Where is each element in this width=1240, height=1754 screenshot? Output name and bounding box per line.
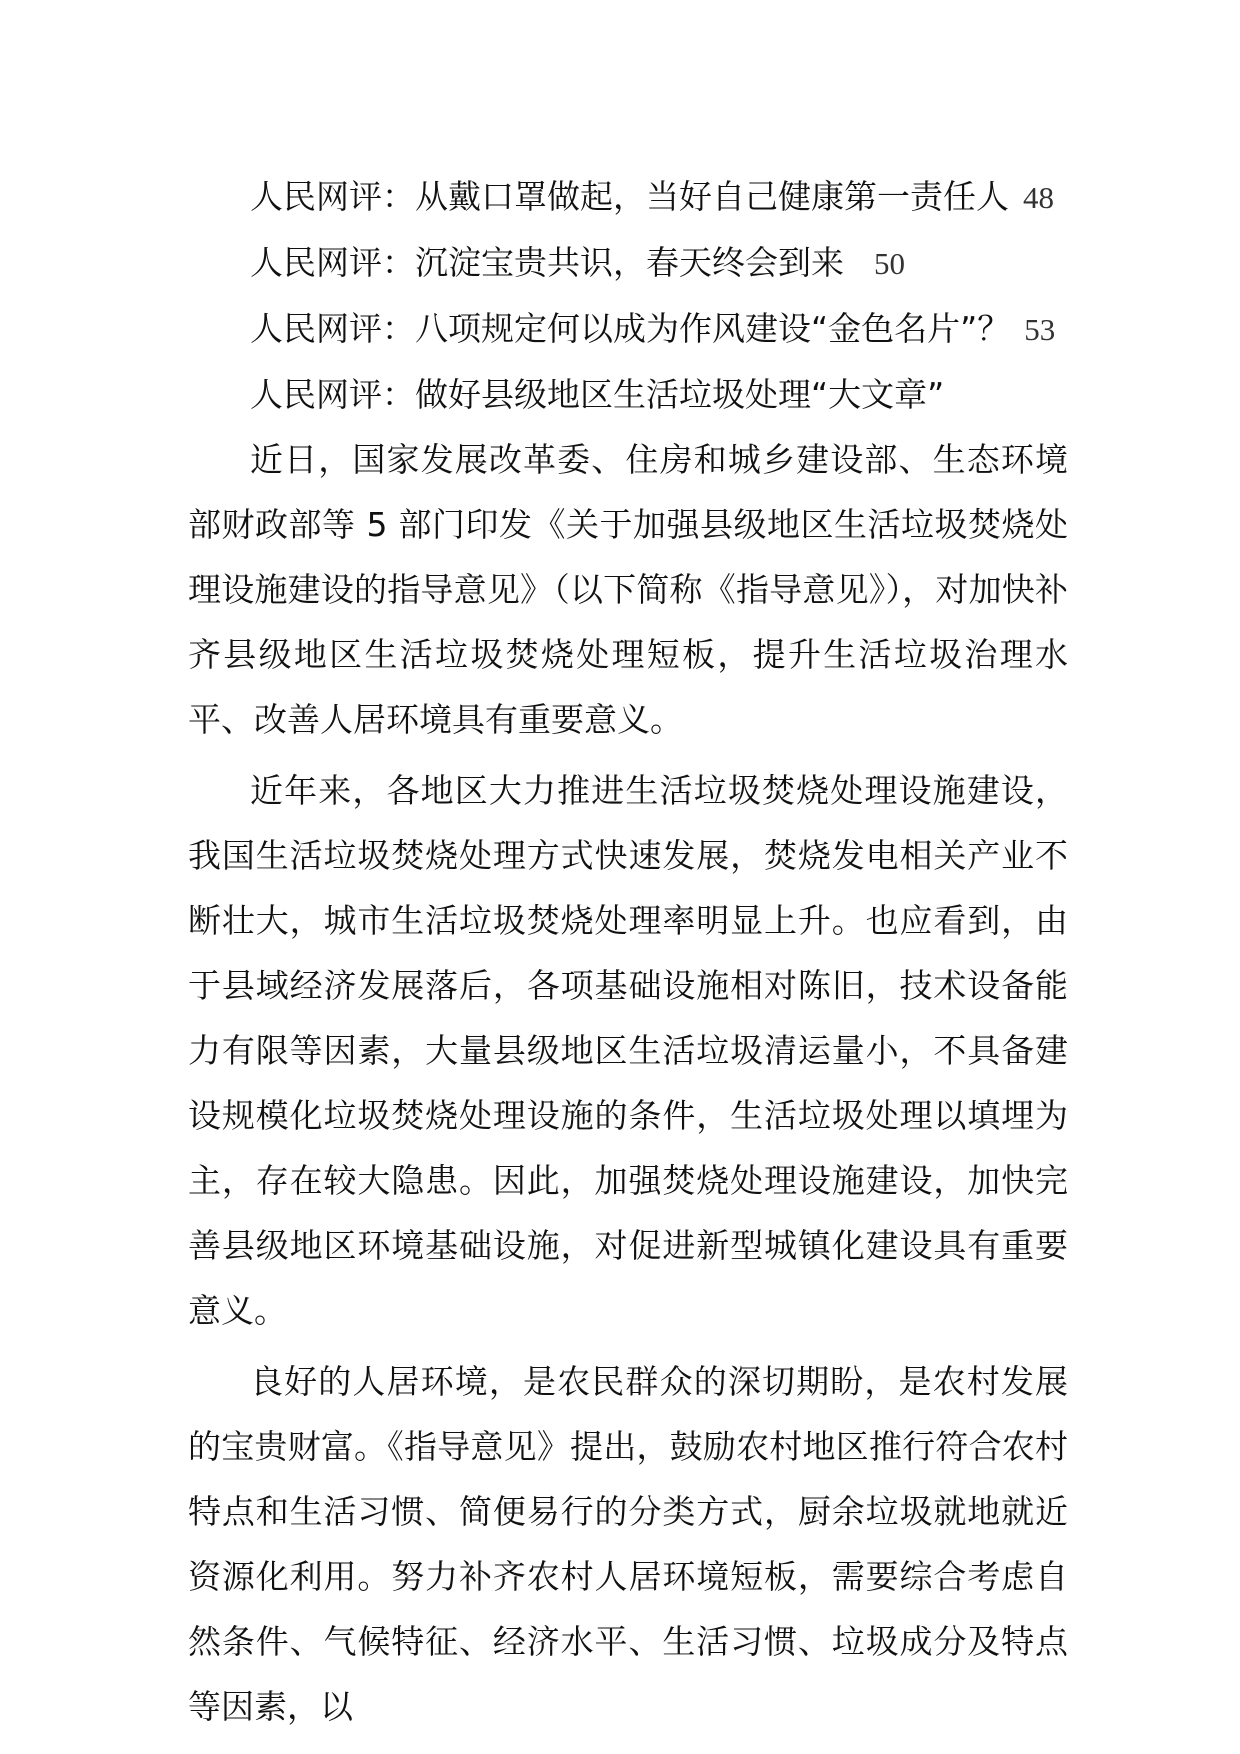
- body-paragraph: 近日，国家发展改革委、住房和城乡建设部、生态环境部财政部等 5 部门印发《关于加强县级地区生活垃圾焚烧处理设施建设的指导意见》（以下简称《指导意见》），对加快补齐县级地区生活垃圾焚烧处理短板，提升生活垃圾治理水平、改善人居环境具有重要意义。: [188, 440, 1068, 739]
- toc-entry-page: 48: [1023, 180, 1054, 215]
- page-content: [188, 164, 1068, 1739]
- toc-entry-page: 50: [874, 246, 905, 281]
- article-title: 人民网评：做好县级地区生活垃圾处理“大文章”: [250, 375, 945, 414]
- toc-entry-page: 53: [1024, 312, 1056, 347]
- toc-entry: [188, 164, 1068, 230]
- toc-entry-title: 人民网评：从戴口罩做起，当好自己健康第一责任人: [250, 177, 1009, 216]
- toc-entry: [188, 296, 1068, 362]
- toc-entry-title: 人民网评：沉淀宝贵共识，春天终会到来: [250, 243, 844, 282]
- body-paragraph: 近年来，各地区大力推进生活垃圾焚烧处理设施建设，我国生活垃圾焚烧处理方式快速发展，焚烧发电相关产业不断壮大，城市生活垃圾焚烧处理率明显上升。也应看到，由于县域经济发展落后，各项基础设施相对陈旧，技术设备能力有限等因素，大量县级地区生活垃圾清运量小，不具备建设规模化垃圾焚烧处理设施的条件，生活垃圾处理以填埋为主，存在较大隐患。因此，加强焚烧处理设施建设，加快完善县级地区环境基础设施，对促进新型城镇化建设具有重要意义。: [188, 771, 1068, 1330]
- toc-entry: [188, 230, 1068, 296]
- body-paragraph: 良好的人居环境，是农民群众的深切期盼，是农村发展的宝贵财富。《指导意见》提出，鼓励农村地区推行符合农村特点和生活习惯、简便易行的分类方式，厨余垃圾就地就近资源化利用。努力补齐农村人居环境短板，需要综合考虑自然条件、气候特征、经济水平、生活习惯、垃圾成分及特点等因素，以: [188, 1362, 1068, 1726]
- toc-entry-title: 人民网评：八项规定何以成为作风建设“金色名片”？: [250, 309, 1011, 348]
